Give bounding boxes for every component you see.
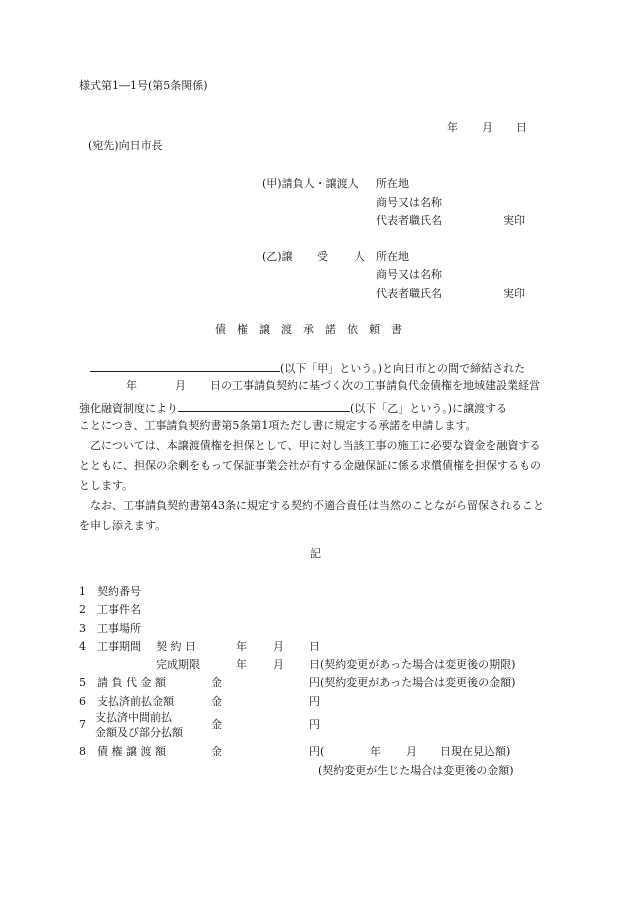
ki-heading: 記 xyxy=(310,547,321,560)
item-6-yen: 円 xyxy=(309,695,320,708)
document-title: 債権譲渡承諾依頼書 xyxy=(215,323,413,336)
item-3-label: 工事場所 xyxy=(97,622,141,635)
item-1-label: 契約番号 xyxy=(97,585,141,598)
item-4-month-2: 月 xyxy=(273,658,284,671)
item-4-note: 日(契約変更があった場合は変更後の期限) xyxy=(309,658,516,671)
item-7-label-1: 支払済中間前払 xyxy=(95,711,172,724)
party-a-address-label: 所在地 xyxy=(376,177,409,190)
p1-line2-tail: 日の工事請負契約に基づく次の工事請負代金債権を地域建設業経営 xyxy=(210,379,540,392)
party-b-role-2: 受 xyxy=(317,250,328,263)
party-b-role-3: 人 xyxy=(354,250,365,263)
item-5-kin: 金 xyxy=(211,676,222,689)
party-b-role-1: (乙)譲 xyxy=(262,250,293,263)
item-5-label: 請 負 代 金 額 xyxy=(97,676,166,689)
date-year: 年 xyxy=(447,121,458,134)
item-1-num: 1 xyxy=(79,585,86,598)
item-8-tail: 日現在見込額) xyxy=(440,745,511,758)
item-8-yen: 円( xyxy=(309,745,325,758)
form-number: 様式第1―1号(第5条関係) xyxy=(79,79,208,92)
body-p2-text: 乙については、本譲渡債権を担保として、甲に対し当該工事の施工に必要な資金を融資するとともに、担保の余剰をもって保証事業会社が有する金融保証に係る求償債権を担保するものとします。 xyxy=(79,439,541,492)
party-a-role: (甲)請負人・譲渡人 xyxy=(262,177,359,190)
body-p1-line1 xyxy=(90,358,525,377)
item-4-year-2: 年 xyxy=(236,658,247,671)
body-p2 xyxy=(79,436,551,496)
item-7-yen: 円 xyxy=(309,718,320,731)
body-p1-line3 xyxy=(79,398,507,417)
party-a-name-label: 商号又は名称 xyxy=(376,196,442,209)
item-7-num: 7 xyxy=(79,718,86,731)
date-month: 月 xyxy=(482,121,493,134)
p1-year: 年 xyxy=(126,379,137,392)
p1-line3-tail: (以下「乙」という。)に譲渡する xyxy=(350,402,508,415)
item-7-kin: 金 xyxy=(211,718,222,731)
item-8-note: (契約変更が生じた場合は変更後の金額) xyxy=(318,764,514,777)
item-2-num: 2 xyxy=(79,603,86,616)
item-6-kin: 金 xyxy=(211,695,222,708)
item-8-year: 年 xyxy=(370,745,381,758)
body-p1-line4: ことにつき、工事請負契約書第5条第1項ただし書に規定する承諾を申請します。 xyxy=(79,419,477,432)
item-5-num: 5 xyxy=(79,676,86,689)
item-5-note: 円(契約変更があった場合は変更後の金額) xyxy=(309,676,516,689)
item-8-month: 月 xyxy=(406,745,417,758)
body-p3 xyxy=(79,496,551,536)
item-4-year-1: 年 xyxy=(236,640,247,653)
body-p3-text: なお、工事請負契約書第43条に規定する契約不適合責任は当然のことながら留保されることを申し添えます。 xyxy=(79,499,544,532)
item-8-num: 8 xyxy=(79,745,86,758)
item-6-num: 6 xyxy=(79,695,86,708)
item-4-label: 工事期間 xyxy=(97,640,141,653)
item-8-kin: 金 xyxy=(211,745,222,758)
item-4-day-1: 日 xyxy=(309,640,320,653)
body-p1-line2 xyxy=(126,378,540,394)
item-4-sub2: 完成期限 xyxy=(156,658,200,671)
p1-line3-head: 強化融資制度により xyxy=(79,402,178,415)
date-day: 日 xyxy=(516,121,527,134)
blank-assignee-name[interactable] xyxy=(178,398,350,412)
item-3-num: 3 xyxy=(79,622,86,635)
item-8-label: 債 権 譲 渡 額 xyxy=(97,745,166,758)
addressee: (宛先)向日市長 xyxy=(88,139,163,152)
party-b-rep-label: 代表者職氏名 xyxy=(376,287,442,300)
item-4-num: 4 xyxy=(79,640,86,653)
party-a-rep-label: 代表者職氏名 xyxy=(376,214,442,227)
item-2-label: 工事件名 xyxy=(97,603,141,616)
party-b-seal: 実印 xyxy=(503,287,525,300)
p1-line1-tail: (以下「甲」という。)と向日市との間で締結された xyxy=(280,362,526,375)
party-b-name-label: 商号又は名称 xyxy=(376,268,442,281)
party-b-address-label: 所在地 xyxy=(376,250,409,263)
item-4-month-1: 月 xyxy=(273,640,284,653)
item-7-label-2: 金額及び部分払額 xyxy=(95,726,183,739)
item-6-label: 支払済前払金額 xyxy=(97,695,174,708)
party-a-seal: 実印 xyxy=(503,214,525,227)
blank-contractor-name[interactable] xyxy=(90,358,280,372)
item-4-sub1: 契 約 日 xyxy=(156,640,196,653)
p1-month: 月 xyxy=(175,379,186,392)
